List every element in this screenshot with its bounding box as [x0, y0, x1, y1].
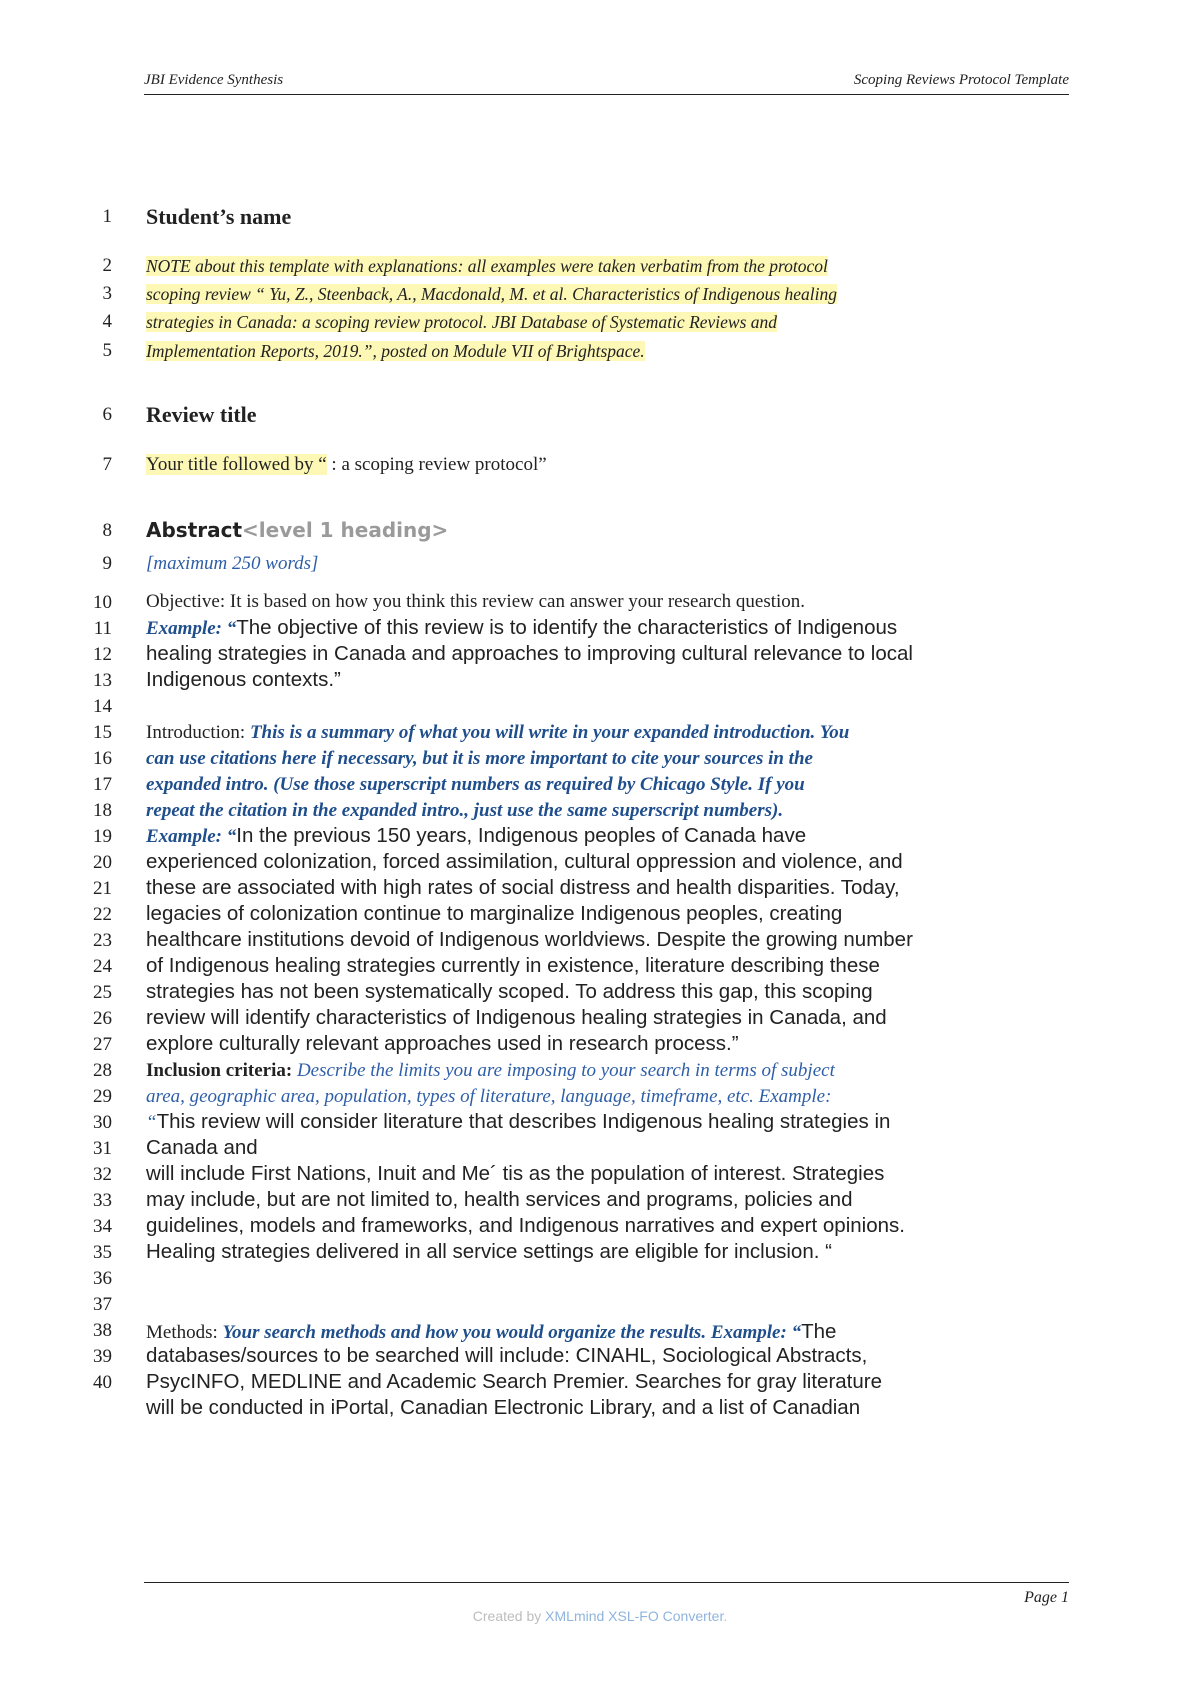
body-text-line: guidelines, models and frameworks, and Indigenous narratives and expert opinions. — [146, 1214, 905, 1237]
inclusion-criteria-label: Inclusion criteria: — [146, 1060, 297, 1081]
body-text-line: Indigenous contexts.” — [146, 668, 341, 691]
example-text: This review will consider literature that describes Indigenous healing strategies in — [156, 1110, 891, 1133]
line-number: 14 — [93, 696, 112, 717]
template-note-line — [146, 256, 828, 277]
line-number: 38 — [93, 1320, 112, 1341]
body-text-line: may include, but are not limited to, health services and programs, policies and — [146, 1188, 853, 1211]
example-text: In the previous 150 years, Indigenous peoples of Canada have — [236, 824, 807, 847]
instruction-line: can use citations here if necessary, but it is more important to cite your sources in the — [146, 748, 813, 769]
line-number: 17 — [93, 774, 112, 795]
line-number: 27 — [93, 1034, 112, 1055]
review-title-heading: Review title — [146, 402, 257, 427]
running-header — [144, 72, 1069, 95]
line-number: 10 — [93, 592, 112, 613]
line-number: 13 — [93, 670, 112, 691]
line-number: 23 — [93, 930, 112, 951]
line-number: 31 — [93, 1138, 112, 1159]
line-number: 3 — [102, 283, 112, 304]
line-number: 1 — [102, 206, 112, 227]
objective-line: Objective: It is based on how you think this review can answer your research question. — [146, 591, 806, 612]
page-number: Page 1 — [1024, 1589, 1069, 1606]
credit-suffix: . — [723, 1608, 728, 1624]
body-text-line: will be conducted in iPortal, Canadian Electronic Library, and a list of Canadian — [146, 1396, 861, 1419]
body-text-line: healthcare institutions devoid of Indigenous worldviews. Despite the growing number — [146, 928, 913, 951]
body-text-line: strategies has not been systematically scoped. To address this gap, this scoping — [146, 980, 873, 1003]
body-text-line: explore culturally relevant approaches used in research process.” — [146, 1032, 739, 1055]
line-number: 18 — [93, 800, 112, 821]
line-number: 7 — [102, 454, 112, 475]
instruction-text: Describe the limits you are imposing to your search in terms of subject — [296, 1060, 835, 1081]
template-note-line — [146, 284, 837, 305]
line-number: 25 — [93, 982, 112, 1003]
body-text-line: databases/sources to be searched will include: CINAHL, Sociological Abstracts, — [146, 1344, 868, 1367]
body-text-line: legacies of colonization continue to marginalize Indigenous peoples, creating — [146, 902, 843, 925]
title-suffix-text: : a scoping review protocol” — [331, 454, 547, 475]
body-text-line: Canada and — [146, 1136, 258, 1159]
instruction-line: area, geographic area, population, types of literature, language, timeframe, etc. Example: — [146, 1086, 832, 1107]
line-number: 8 — [102, 520, 112, 541]
heading-level-tag: <level 1 heading> — [242, 518, 449, 542]
body-text-line: these are associated with high rates of social distress and health disparities. Today, — [146, 876, 900, 899]
body-text-line: review will identify characteristics of Indigenous healing strategies in Canada, and — [146, 1006, 887, 1029]
instruction-line: repeat the citation in the expanded intro., just use the same superscript numbers). — [146, 800, 784, 821]
line-number: 26 — [93, 1008, 112, 1029]
methods-label: Methods: — [146, 1322, 223, 1343]
objective-example-line — [146, 616, 897, 640]
line-number: 12 — [93, 644, 112, 665]
instruction-text: This is a summary of what you will write in your expanded introduction. You — [249, 722, 850, 743]
line-number: 21 — [93, 878, 112, 899]
instruction-line: expanded intro. (Use those superscript numbers as required by Chicago Style. If you — [146, 774, 805, 795]
body-text-line: experienced colonization, forced assimilation, cultural oppression and violence, and — [146, 850, 903, 873]
line-number: 35 — [93, 1242, 112, 1263]
highlighted-text: strategies in Canada: a scoping review protocol. JBI Database of Systematic Reviews and — [146, 312, 778, 332]
line-number: 2 — [102, 255, 112, 276]
quote-mark: “ — [146, 1112, 157, 1133]
highlighted-text: Implementation Reports, 2019.”, posted on Module VII of Brightspace. — [146, 341, 645, 361]
line-number: 11 — [93, 618, 112, 639]
inclusion-example-line — [146, 1110, 890, 1134]
line-number: 34 — [93, 1216, 112, 1237]
header-journal-name: JBI Evidence Synthesis — [144, 72, 284, 88]
highlighted-text: scoping review “ Yu, Z., Steenback, A., Macdonald, M. et al. Characteristics of Indigenous healing — [146, 284, 838, 304]
student-name-heading: Student’s name — [146, 204, 292, 229]
line-number: 29 — [93, 1086, 112, 1107]
abstract-heading — [146, 518, 448, 542]
abstract-label: Abstract — [146, 518, 243, 542]
instruction-text: Your search methods and how you would organize the results. Example: “ — [222, 1322, 802, 1343]
line-number: 22 — [93, 904, 112, 925]
credit-prefix: Created by — [472, 1608, 546, 1624]
methods-line — [146, 1320, 836, 1344]
body-text-line: Healing strategies delivered in all service settings are eligible for inclusion. “ — [146, 1240, 832, 1263]
line-number: 32 — [93, 1164, 112, 1185]
line-number: 15 — [93, 722, 112, 743]
line-number: 40 — [93, 1372, 112, 1393]
line-number: 33 — [93, 1190, 112, 1211]
body-text-line: of Indigenous healing strategies currently in existence, literature describing these — [146, 954, 880, 977]
example-text: The — [801, 1320, 837, 1343]
introduction-line — [146, 722, 849, 744]
line-number: 9 — [102, 553, 112, 574]
example-label: Example: “ — [146, 826, 237, 847]
header-template-name: Scoping Reviews Protocol Template — [853, 72, 1069, 88]
highlighted-text: Your title followed by “ — [146, 454, 327, 475]
line-number: 6 — [102, 404, 112, 425]
body-text-line: PsycINFO, MEDLINE and Academic Search Premier. Searches for gray literature — [146, 1370, 882, 1393]
word-limit-note: [maximum 250 words] — [146, 553, 319, 574]
template-note-line — [146, 341, 645, 362]
line-number: 30 — [93, 1112, 112, 1133]
line-number: 24 — [93, 956, 112, 977]
line-number: 37 — [93, 1294, 112, 1315]
introduction-example-line — [146, 824, 806, 848]
body-text-line: will include First Nations, Inuit and Me´ tis as the population of interest. Strategies — [146, 1162, 885, 1185]
page-footer — [144, 1582, 1069, 1606]
review-title-instruction — [146, 454, 547, 476]
highlighted-text: NOTE about this template with explanations: all examples were taken verbatim from the protocol — [146, 256, 828, 276]
line-number: 28 — [93, 1060, 112, 1081]
template-note-line — [146, 312, 777, 333]
line-number: 4 — [102, 311, 112, 332]
line-number: 19 — [93, 826, 112, 847]
example-label: Example: “ — [146, 618, 237, 639]
converter-credit — [0, 1608, 1200, 1624]
body-text-line: healing strategies in Canada and approaches to improving cultural relevance to local — [146, 642, 913, 665]
converter-link[interactable]: XMLmind XSL-FO Converter — [545, 1608, 724, 1624]
line-number: 5 — [102, 340, 112, 361]
line-number: 16 — [93, 748, 112, 769]
introduction-label: Introduction: — [146, 722, 250, 743]
line-number: 36 — [93, 1268, 112, 1289]
inclusion-criteria-line — [146, 1060, 835, 1082]
line-number: 39 — [93, 1346, 112, 1367]
example-text: The objective of this review is to identify the characteristics of Indigenous — [236, 616, 898, 639]
line-number: 20 — [93, 852, 112, 873]
